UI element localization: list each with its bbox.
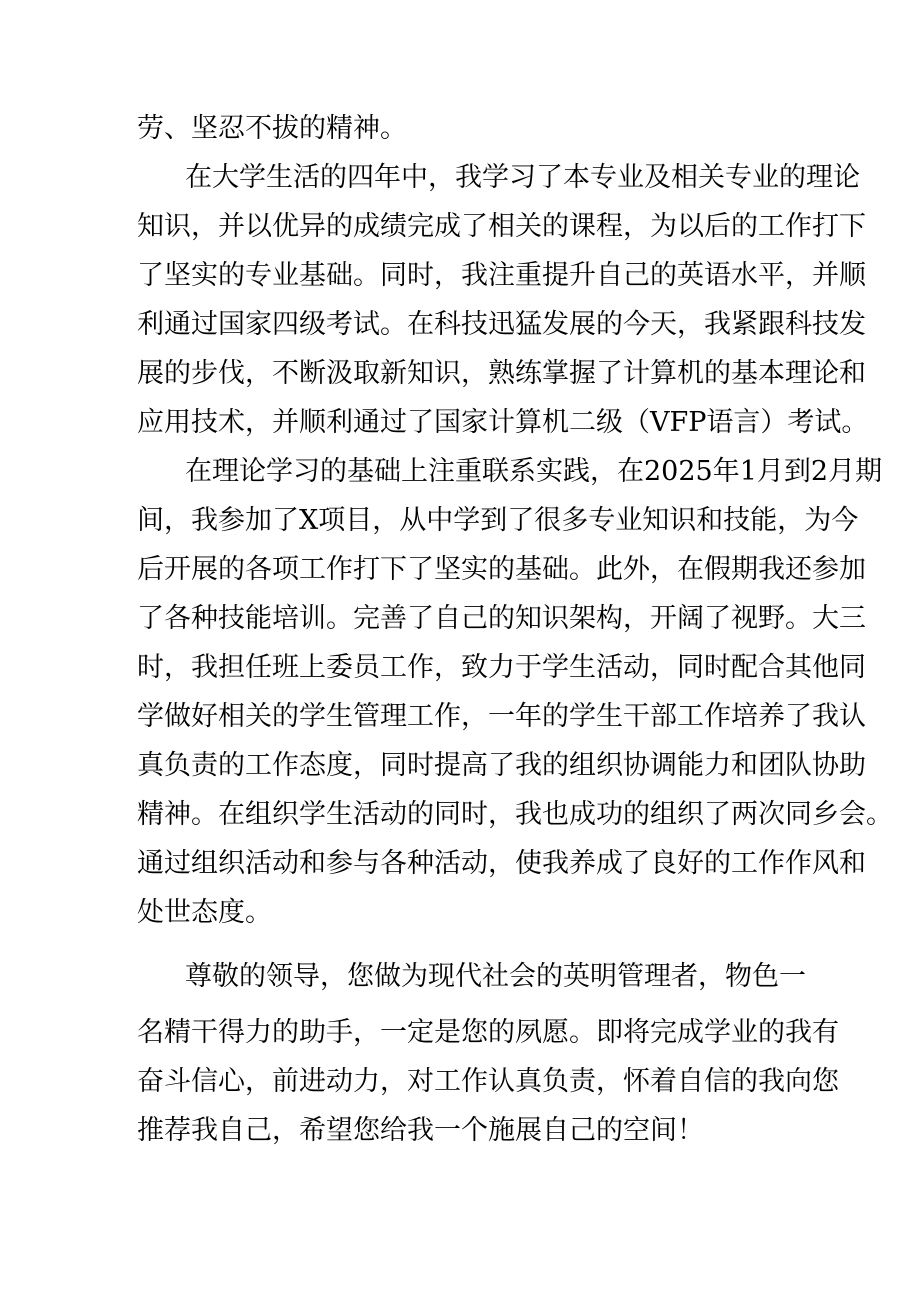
text-line: 间，我参加了X项目，从中学到了很多专业知识和技能，为今 [137,505,859,536]
text-line: 真负责的工作态度，同时提高了我的组织协调能力和团队协助 [137,750,866,781]
text-line: 应用技术，并顺利通过了国家计算机二级（VFP语言）考试。 [137,407,869,438]
text-line: 展的步伐，不断汲取新知识，熟练掌握了计算机的基本理论和 [137,358,866,389]
text-line: 通过组织活动和参与各种活动，使我养成了良好的工作作风和 [137,848,866,879]
text-line: 名精干得力的助手，一定是您的夙愿。即将完成学业的我有 [137,1017,839,1048]
text-line: 推荐我自己，希望您给我一个施展自己的空间！ [137,1115,704,1146]
text-line: 知识，并以优异的成绩完成了相关的课程，为以后的工作打下 [137,211,866,242]
text-line: 处世态度。 [137,897,272,928]
text-line: 时，我担任班上委员工作，致力于学生活动，同时配合其他同 [137,652,866,683]
text-line: 利通过国家四级考试。在科技迅猛发展的今天，我紧跟科技发 [137,309,866,340]
text-line: 奋斗信心，前进动力，对工作认真负责，怀着自信的我向您 [137,1066,839,1097]
text-line: 了各种技能培训。完善了自己的知识架构，开阔了视野。大三 [137,603,866,634]
paragraph-first-line: 在理论学习的基础上注重联系实践，在2025年1月到2月期 [185,456,883,487]
text-line: 精神。在组织学生活动的同时，我也成功的组织了两次同乡会。 [137,799,893,830]
text-line: 劳、坚忍不拔的精神。 [137,113,407,144]
text-line: 学做好相关的学生管理工作，一年的学生干部工作培养了我认 [137,701,866,732]
text-line: 了坚实的专业基础。同时，我注重提升自己的英语水平，并顺 [137,260,866,291]
text-line: 后开展的各项工作打下了坚实的基础。此外，在假期我还参加 [137,554,866,585]
paragraph-first-line: 在大学生活的四年中，我学习了本专业及相关专业的理论 [185,162,860,193]
paragraph-first-line: 尊敬的领导，您做为现代社会的英明管理者，物色一 [185,961,806,992]
